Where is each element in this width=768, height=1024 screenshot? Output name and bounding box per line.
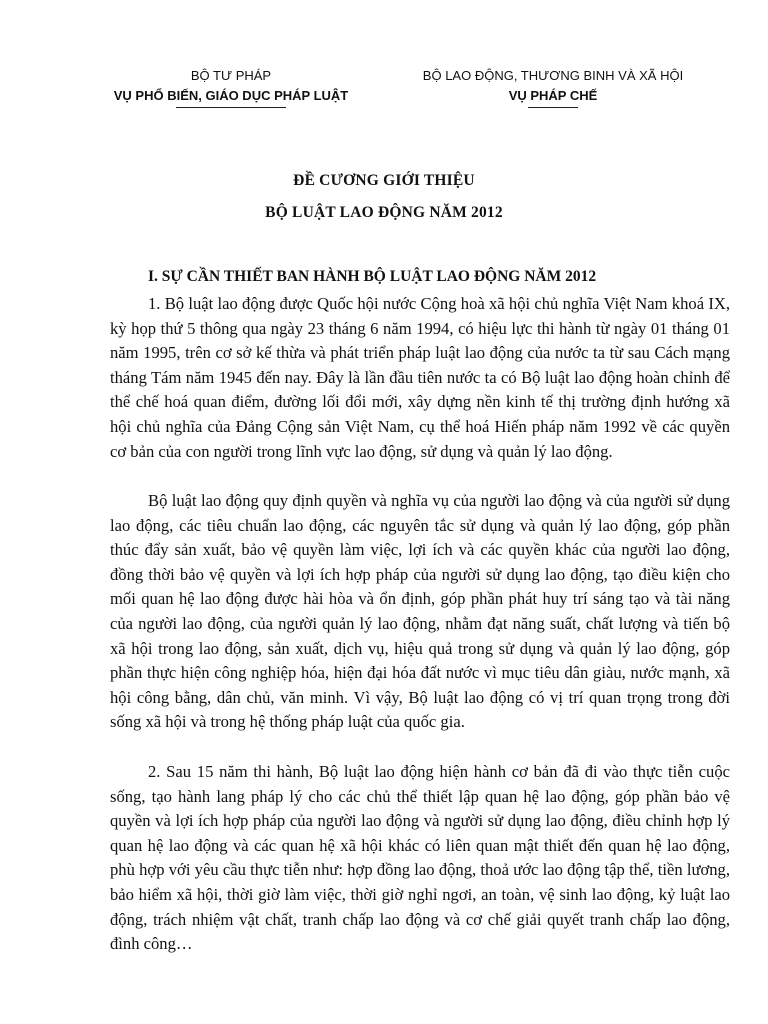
department-name-right: VỤ PHÁP CHẾ [508, 88, 598, 103]
document-title-line-1: ĐỀ CƯƠNG GIỚI THIỆU [293, 172, 475, 189]
paragraph-2: Bộ luật lao động quy định quyền và nghĩa vụ của người lao động và của người sử dụng lao động, các tiêu chuẩn lao động, các nguyên tắc sử dụng và quản lý lao động, góp phần thúc đẩy sản xuất, bảo vệ quyền làm việc, lợi ích và các quyền khác của người lao động, đồng thời bảo vệ quyền và lợi ích hợp pháp của người sử dụng lao động, tạo điều kiện cho mối quan hệ lao động được hài hòa và ổn định, góp phần phát huy trí sáng tạo và tài năng của người lao động, của người quản lý lao động, nhằm đạt năng suất, chất lượng và tiến bộ xã hội trong lao động, sản xuất, dịch vụ, hiệu quả trong sử dụng và quản lý lao động, góp phần thực hiện công nghiệp hóa, hiện đại hóa đất nước vì mục tiêu dân giàu, nước mạnh, xã hội công bằng, dân chủ, văn minh. Vì vậy, Bộ luật lao động có vị trí quan trọng trong đời sống xã hội và trong hệ thống pháp luật của quốc gia. [110, 491, 730, 732]
issuer-header-right [418, 66, 688, 108]
paragraph-1: 1. Bộ luật lao động được Quốc hội nước Cộng hoà xã hội chủ nghĩa Việt Nam khoá IX, kỳ họp thứ 5 thông qua ngày 23 tháng 6 năm 1994, có hiệu lực thi hành từ ngày 01 tháng 01 năm 1995, trên cơ sở kế thừa và phát triển pháp luật lao động của nước ta từ sau Cách mạng tháng Tám năm 1945 đến nay. Đây là lần đầu tiên nước ta có Bộ luật lao động hoàn chỉnh để thể chế hoá quan điểm, đường lối đổi mới, xây dựng nền kinh tế thị trường định hướng xã hội chủ nghĩa của Đảng Cộng sản Việt Nam, cụ thể hoá Hiến pháp năm 1992 về các quyền cơ bản của con người trong lĩnh vực lao động, sử dụng và quản lý lao động. [110, 294, 730, 461]
document-title-line-2: BỘ LUẬT LAO ĐỘNG NĂM 2012 [265, 204, 503, 221]
header-underline-right [528, 107, 578, 108]
issuer-header-left [100, 66, 362, 108]
section-heading: I. SỰ CẦN THIẾT BAN HÀNH BỘ LUẬT LAO ĐỘNG NĂM 2012 [148, 268, 597, 285]
paragraph-3: 2. Sau 15 năm thi hành, Bộ luật lao động hiện hành cơ bản đã đi vào thực tiễn cuộc sống, tạo hành lang pháp lý cho các chủ thể thiết lập quan hệ lao động, góp phần bảo vệ quyền và lợi ích hợp pháp của người lao động và người sử dụng lao động, điều chỉnh hợp lý quan hệ lao động và các quan hệ xã hội khác có liên quan mật thiết đến quan hệ lao động, phù hợp với yêu cầu thực tiễn như: hợp đồng lao động, thoả ước lao động tập thể, tiền lương, bảo hiểm xã hội, thời giờ làm việc, thời giờ nghỉ ngơi, an toàn, vệ sinh lao động, kỷ luật lao động, trách nhiệm vật chất, tranh chấp lao động và cơ chế giải quyết tranh chấp lao động, đình công… [110, 762, 730, 954]
department-name-left: VỤ PHỔ BIẾN, GIÁO DỤC PHÁP LUẬT [113, 88, 349, 103]
header-underline-left [176, 107, 286, 108]
ministry-name-right: BỘ LAO ĐỘNG, THƯƠNG BINH VÀ XÃ HỘI [422, 68, 684, 83]
ministry-name-left: BỘ TƯ PHÁP [190, 68, 272, 83]
